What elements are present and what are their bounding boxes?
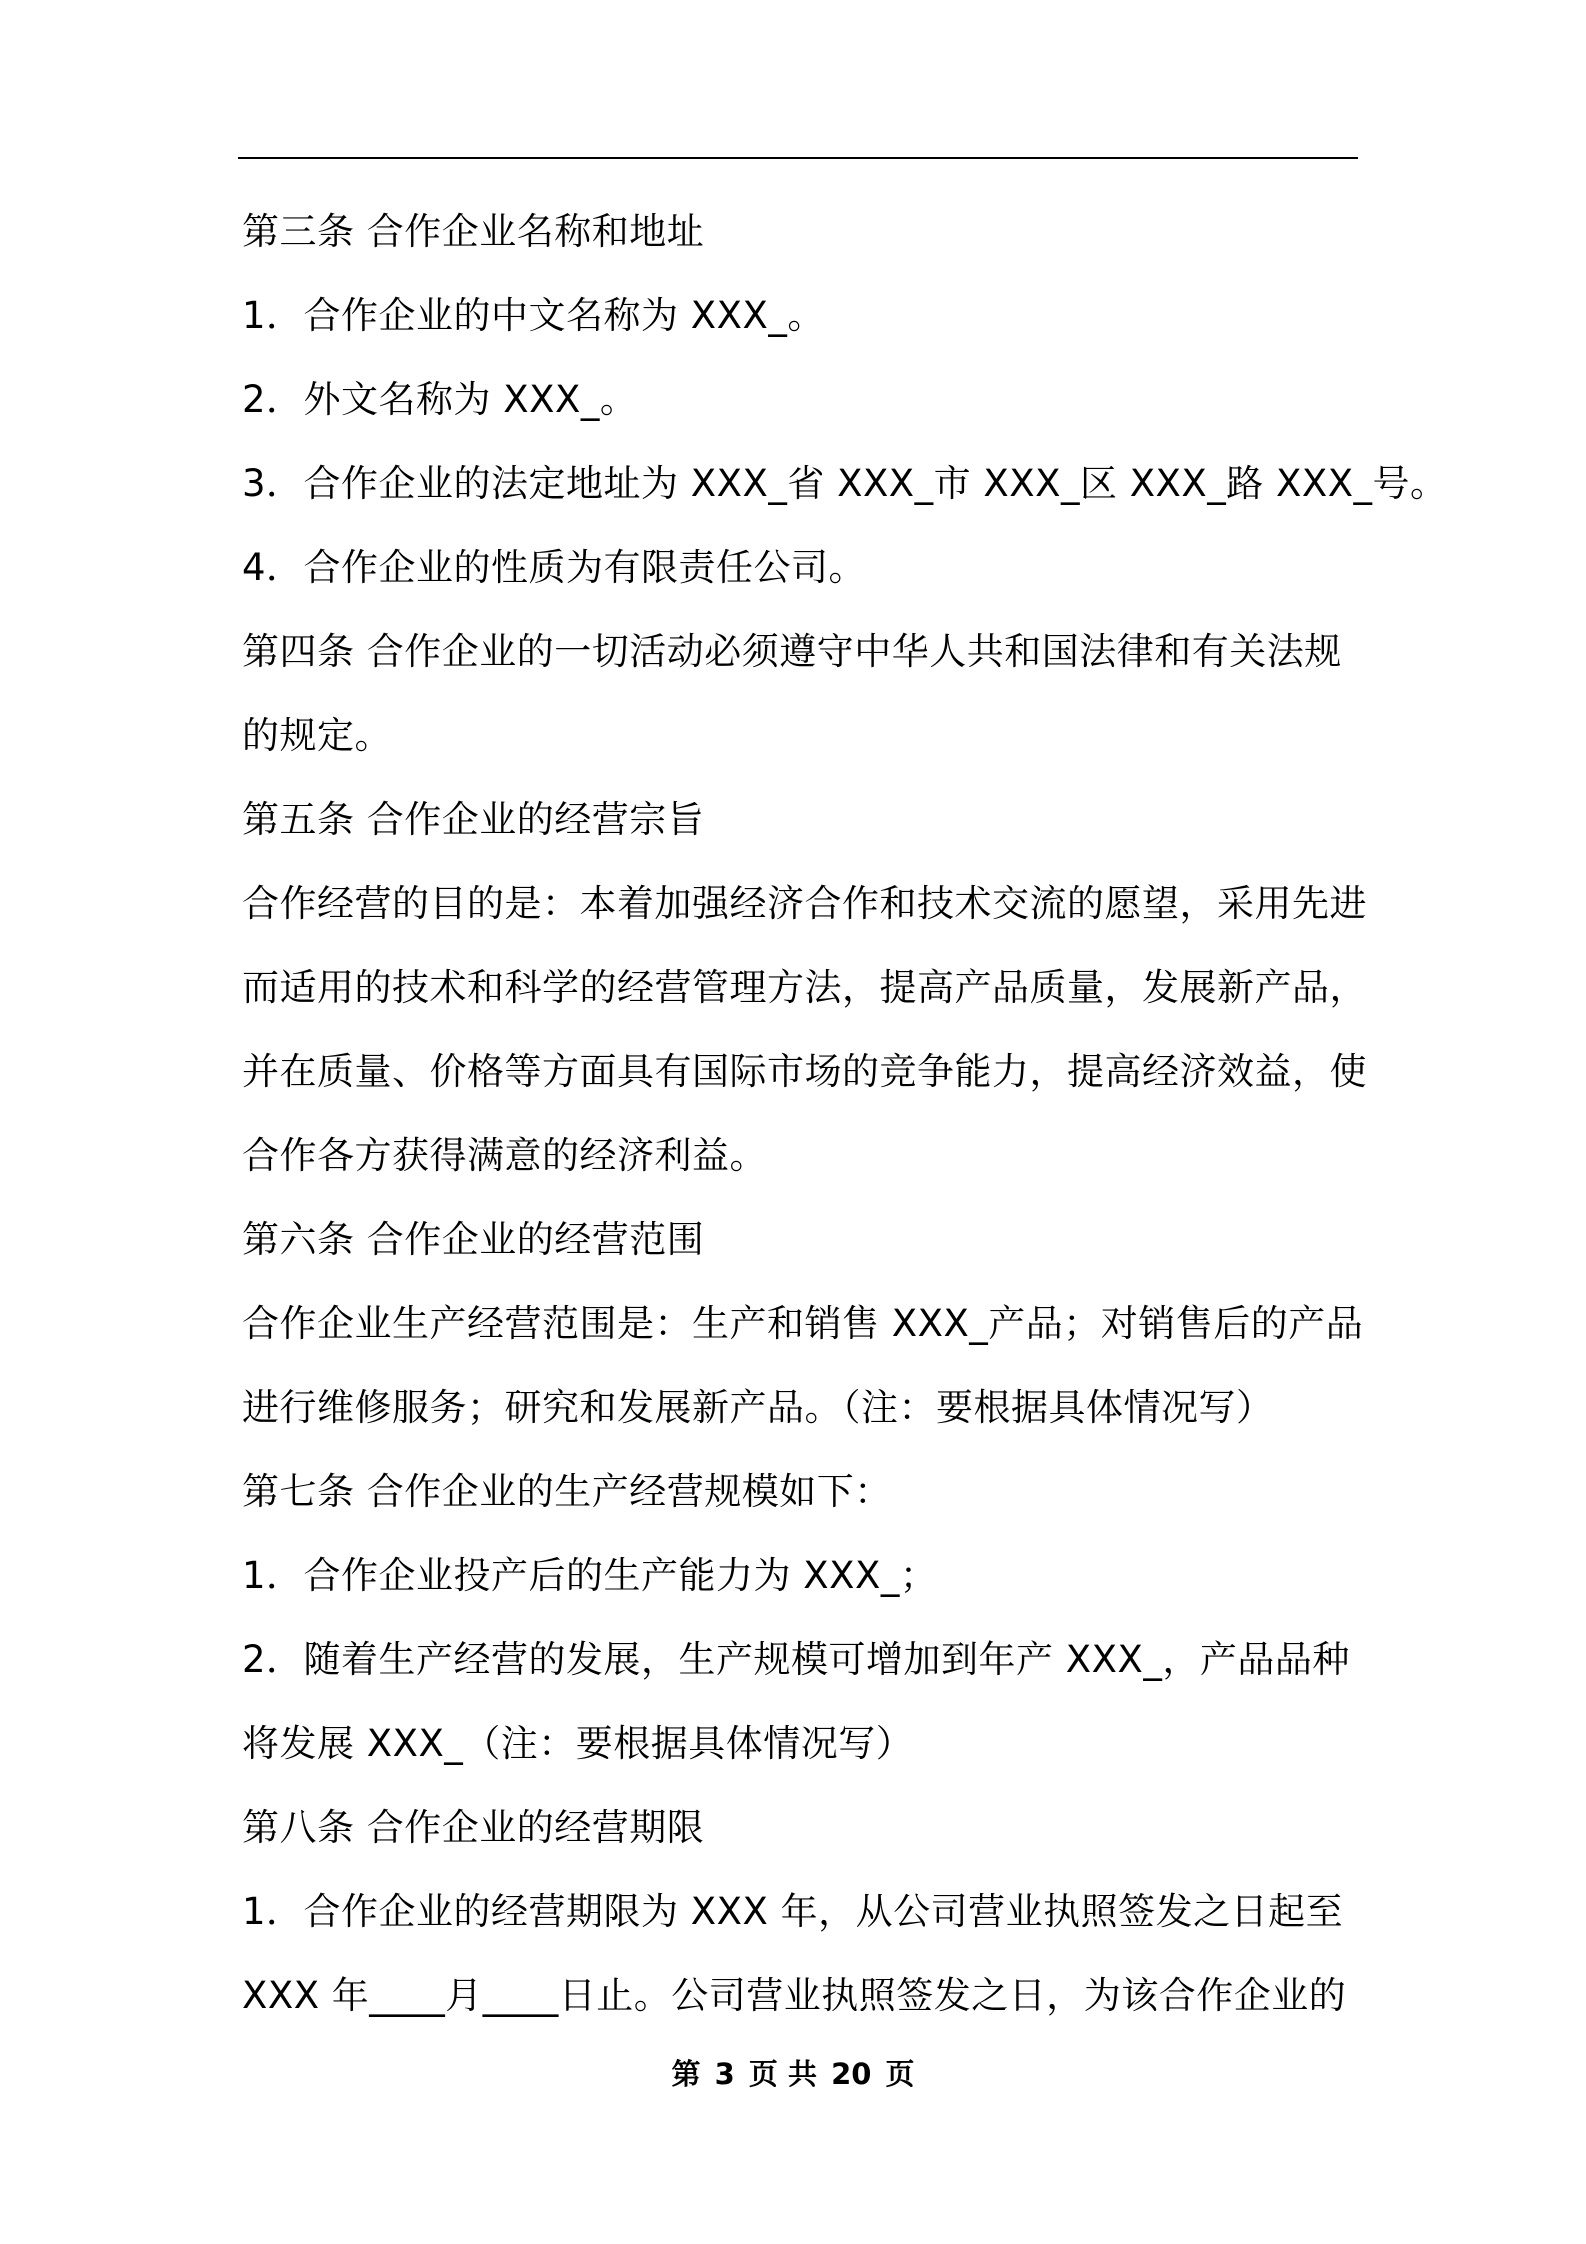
- article-8-item-1-line-1: 1．合作企业的经营期限为 XXX 年，从公司营业执照签发之日起至: [242, 1890, 1344, 1933]
- article-7-heading: 第七条 合作企业的生产经营规模如下：: [242, 1470, 892, 1513]
- header-rule: [238, 157, 1358, 159]
- article-3-item-4: 4．合作企业的性质为有限责任公司。: [242, 546, 867, 589]
- footer-middle: 页 共: [748, 2057, 817, 2091]
- article-5-text-line-4: 合作各方获得满意的经济利益。: [242, 1134, 767, 1177]
- article-5-heading: 第五条 合作企业的经营宗旨: [242, 798, 705, 841]
- article-8-heading: 第八条 合作企业的经营期限: [242, 1806, 705, 1849]
- article-5-text-line-1: 合作经营的目的是：本着加强经济合作和技术交流的愿望，采用先进: [242, 882, 1367, 925]
- article-3-item-2: 2．外文名称为 XXX_。: [242, 378, 638, 421]
- footer-total-pages: 20: [831, 2057, 872, 2091]
- article-7-item-2-line-2: 将发展 XXX_（注：要根据具体情况写）: [242, 1722, 914, 1765]
- article-6-text-line-1: 合作企业生产经营范围是：生产和销售 XXX_产品；对销售后的产品: [242, 1302, 1364, 1345]
- article-3-heading: 第三条 合作企业名称和地址: [242, 210, 705, 253]
- page-footer: [0, 2054, 1586, 2094]
- article-3-item-3: 3．合作企业的法定地址为 XXX_省 XXX_市 XXX_区 XXX_路 XXX_号。: [242, 462, 1448, 505]
- article-8-item-1-line-2: XXX 年____月____日止。公司营业执照签发之日，为该合作企业的: [242, 1974, 1347, 2017]
- article-4-text-line-2: 的规定。: [242, 714, 392, 757]
- footer-current-page: 3: [714, 2057, 735, 2091]
- article-6-heading: 第六条 合作企业的经营范围: [242, 1218, 705, 1261]
- footer-suffix: 页: [885, 2057, 915, 2091]
- article-6-text-line-2: 进行维修服务；研究和发展新产品。（注：要根据具体情况写）: [242, 1386, 1274, 1429]
- footer-prefix: 第: [671, 2057, 701, 2091]
- article-7-item-1: 1．合作企业投产后的生产能力为 XXX_；: [242, 1554, 938, 1597]
- article-7-item-2-line-1: 2．随着生产经营的发展，生产规模可增加到年产 XXX_，产品品种: [242, 1638, 1350, 1681]
- article-5-text-line-3: 并在质量、价格等方面具有国际市场的竞争能力，提高经济效益，使: [242, 1050, 1367, 1093]
- article-5-text-line-2: 而适用的技术和科学的经营管理方法，提高产品质量，发展新产品，: [242, 966, 1367, 1009]
- article-3-item-1: 1．合作企业的中文名称为 XXX_。: [242, 294, 825, 337]
- document-body: [242, 190, 1448, 2038]
- article-4-text-line-1: 第四条 合作企业的一切活动必须遵守中华人共和国法律和有关法规: [242, 630, 1342, 673]
